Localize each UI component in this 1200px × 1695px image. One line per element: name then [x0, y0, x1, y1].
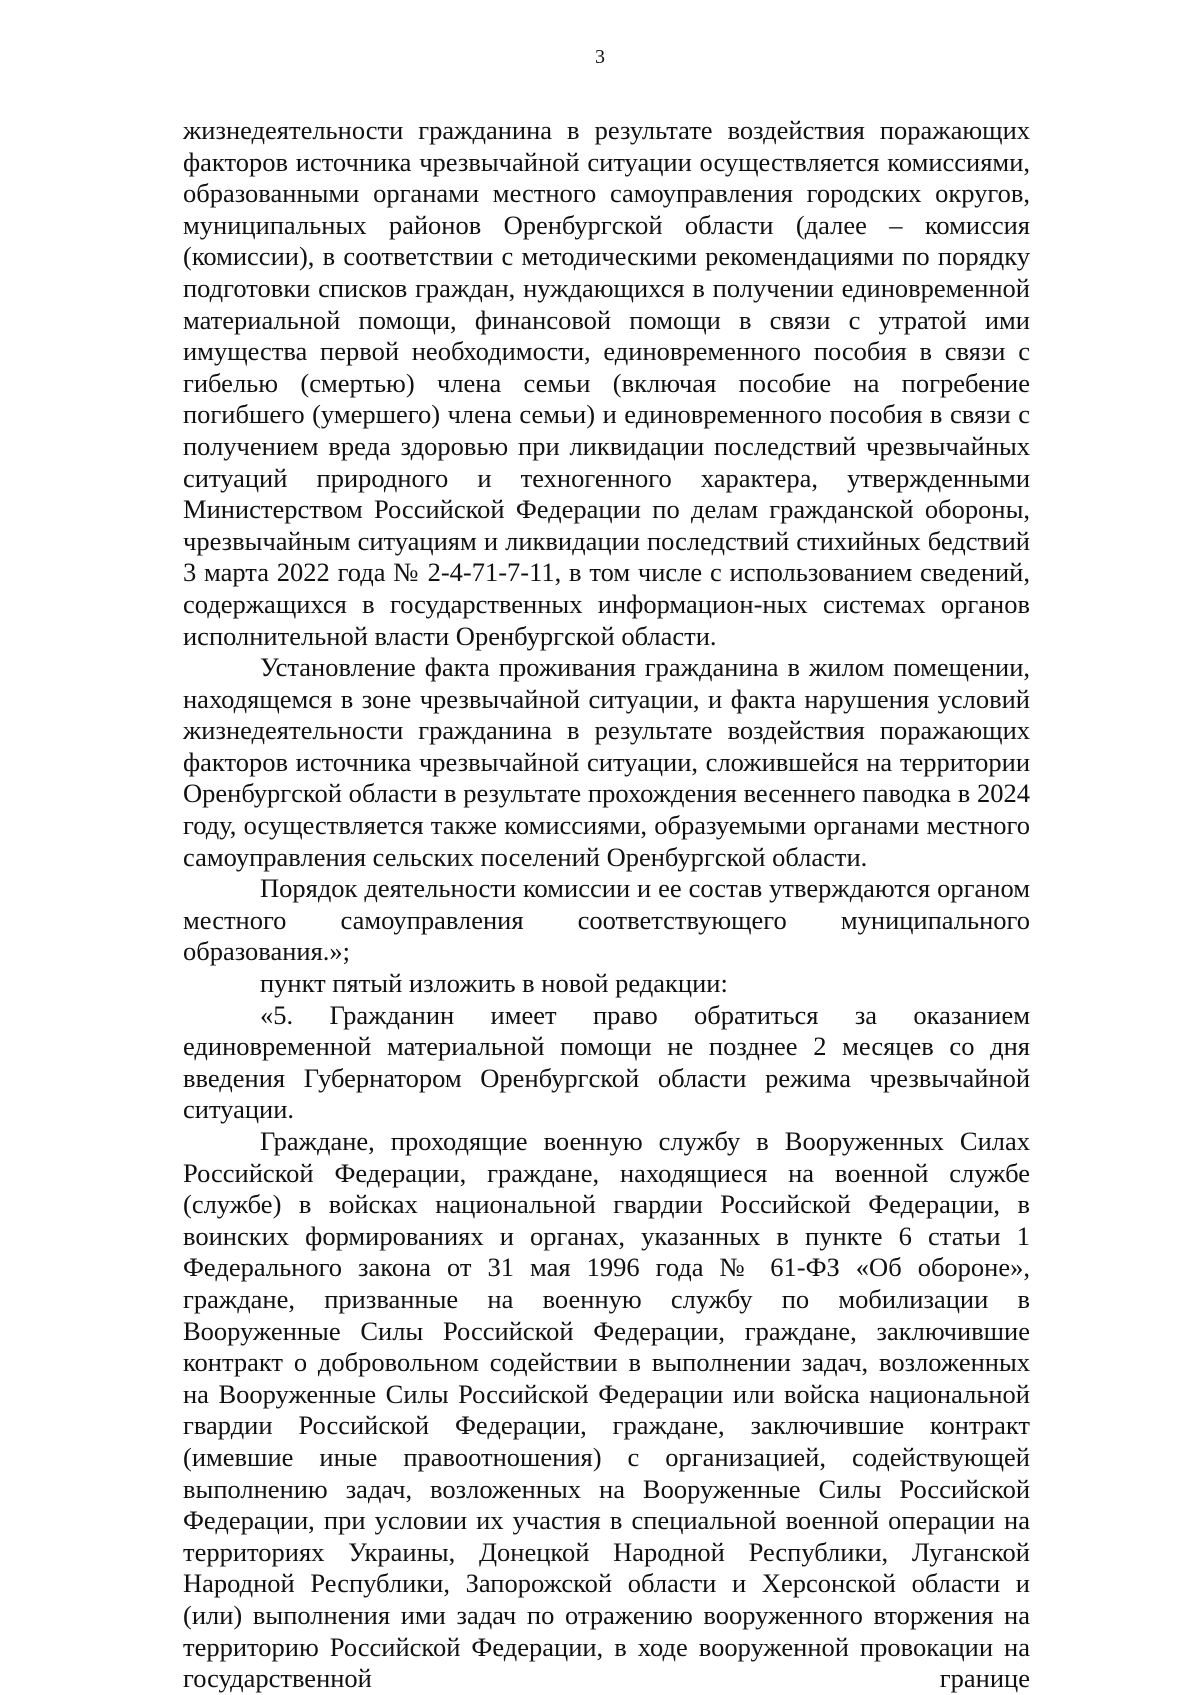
- document-body: [183, 115, 1030, 1695]
- paragraph-6: Граждане, проходящие военную службу в Вооруженных Силах Российской Федерации, граждане, находящиеся на военной службе (службе) в войсках национальной гвардии Российской Федерации, в воинских формированиях и органах, указанных в пункте 6 статьи 1 Федерального закона от 31 мая 1996 года № 61-ФЗ «Об обороне», граждане, призванные на военную службу по мобилизации в Вооруженные Силы Российской Федерации, граждане, заключившие контракт о добровольном содействии в выполнении задач, возложенных на Вооруженные Силы Российской Федерации или войска национальной гвардии Российской Федерации, граждане, заключившие контракт (имевшие иные правоотношения) с организацией, содействующей выполнению задач, возложенных на Вооруженные Силы Российской Федерации, при условии их участия в специальной военной операции на территориях Украины, Донецкой Народной Республики, Луганской Народной Республики, Запорожской области и Херсонской области и (или) выполнения ими задач по отражению вооруженного вторжения на территорию Российской Федерации, в ходе вооруженной провокации на государственной границе: [183, 1126, 1030, 1694]
- page-number: 3: [595, 46, 605, 68]
- paragraph-3: Порядок деятельности комиссии и ее состав утверждаются органом местного самоуправления соответствующего муниципального образования.»;: [183, 873, 1030, 967]
- paragraph-2: Установление факта проживания гражданина в жилом помещении, находящемся в зоне чрезвычайной ситуации, и факта нарушения условий жизнедеятельности гражданина в результате воздействия поражающих факторов источника чрезвычайной ситуации, сложившейся на территории Оренбургской области в результате прохождения весеннего паводка в 2024 году, осуществляется также комиссиями, образуемыми органами местного самоуправления сельских поселений Оренбургской области.: [183, 652, 1030, 872]
- paragraph-4: пункт пятый изложить в новой редакции:: [260, 968, 728, 999]
- paragraph-1: жизнедеятельности гражданина в результате воздействия поражающих факторов источника чрезвычайной ситуации осуществляется комиссиями, образованными органами местного самоуправления городских округов, муниципальных районов Оренбургской области (далее – комиссия (комиссии), в соответствии с методическими рекомендациями по порядку подготовки списков граждан, нуждающихся в получении единовременной материальной помощи, финансовой помощи в связи с утратой ими имущества первой необходимости, единовременного пособия в связи с гибелью (смертью) члена семьи (включая пособие на погребение погибшего (умершего) члена семьи) и единовременного пособия в связи с получением вреда здоровью при ликвидации последствий чрезвычайных ситуаций природного и техногенного характера, утвержденными Министерством Российской Федерации по делам гражданской обороны, чрезвычайным ситуациям и ликвидации последствий стихийных бедствий 3 марта 2022 года № 2-4-71-7-11, в том числе с использованием сведений, содержащихся в государственных информацион-ных системах органов исполнительной власти Оренбургской области.: [183, 115, 1030, 651]
- paragraph-5: «5. Гражданин имеет право обратиться за оказанием единовременной материальной помощи не позднее 2 месяцев со дня введения Губернатором Оренбургской области режима чрезвычайной ситуации.: [183, 999, 1030, 1125]
